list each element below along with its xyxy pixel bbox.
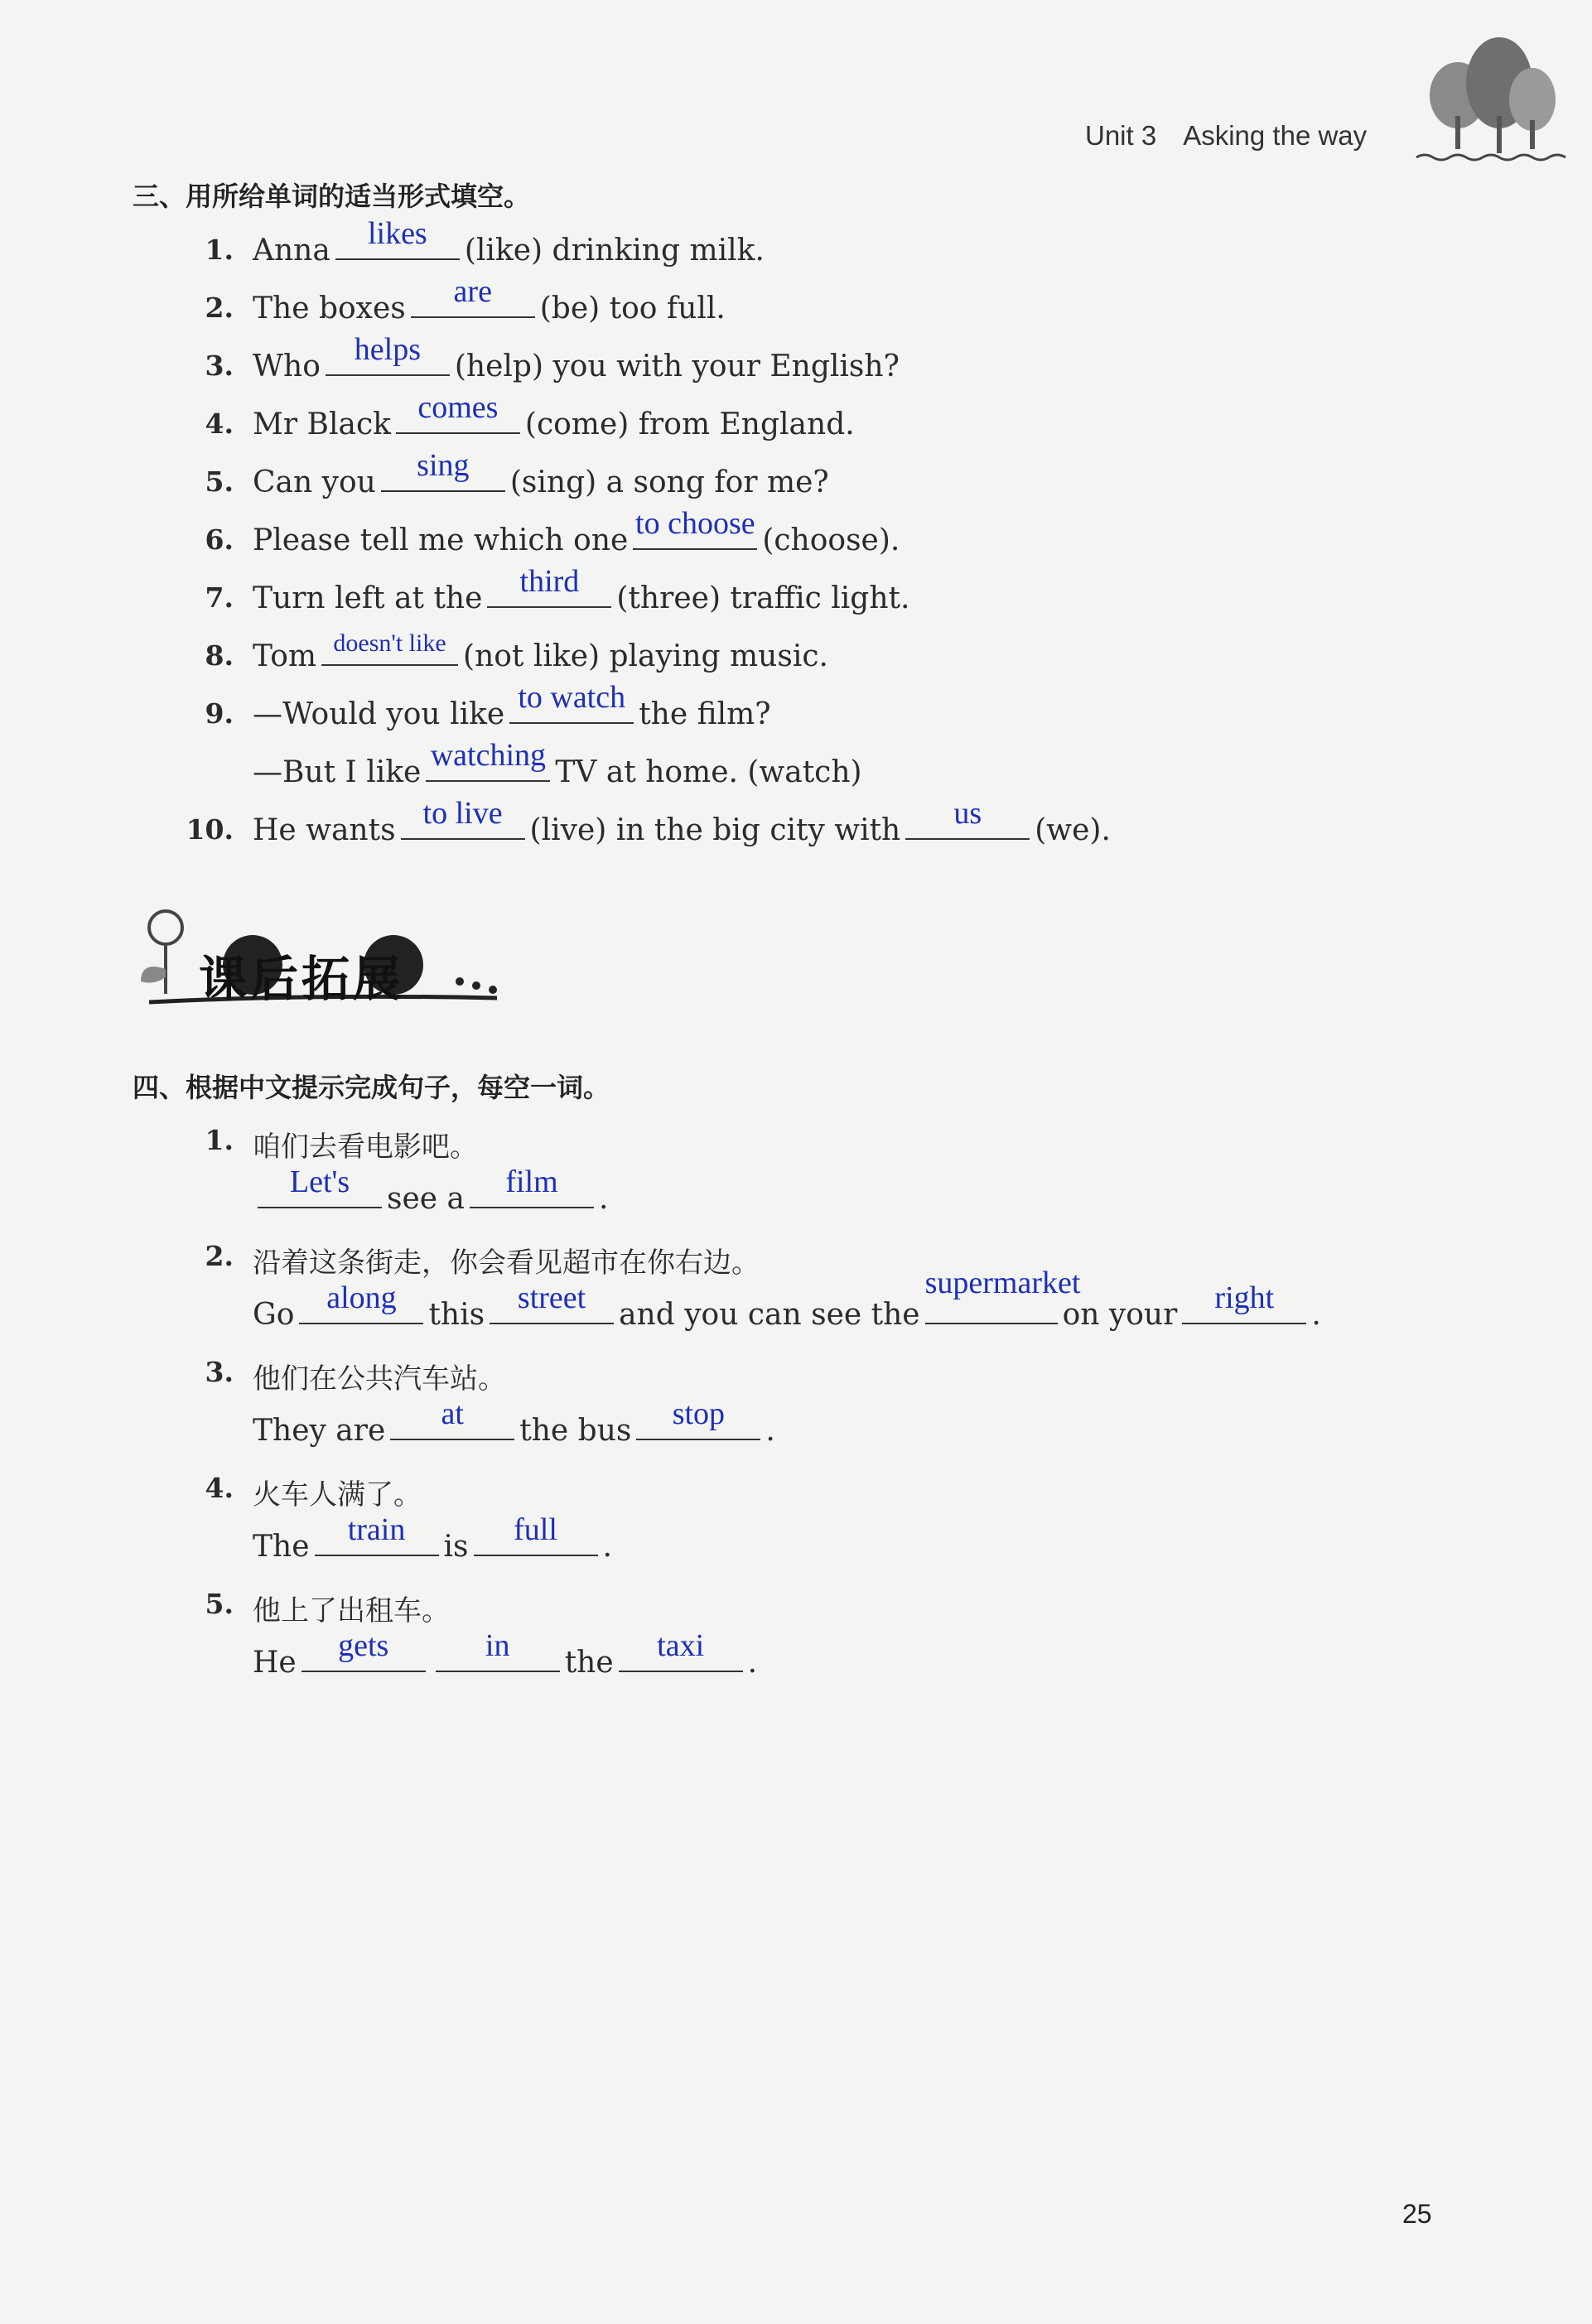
question-number: 2. <box>205 292 234 324</box>
answer-blank[interactable] <box>636 1396 760 1440</box>
question-4 <box>253 390 855 441</box>
sentence-text: . <box>765 1414 775 1448</box>
question-number: 8. <box>205 639 234 672</box>
sentence-text: on your <box>1062 1298 1178 1332</box>
question-text: Anna <box>253 234 330 268</box>
answer-text: comes <box>417 390 499 425</box>
question-text: the film? <box>639 697 771 731</box>
question-text: (choose). <box>762 523 900 557</box>
answer-blank[interactable] <box>1182 1280 1306 1324</box>
question-text: (be) too full. <box>539 292 726 325</box>
answer-text: film <box>505 1164 558 1199</box>
question-10 <box>253 796 1111 847</box>
section-4-title: 四、根据中文提示完成句子，每空一词。 <box>133 1072 610 1103</box>
question-text: Can you <box>253 465 376 499</box>
answer-text: supermarket <box>924 1266 1081 1300</box>
unit-label: Unit 3 <box>1085 120 1157 151</box>
answer-text: likes <box>367 216 427 251</box>
question-number: 7. <box>205 581 234 614</box>
answer-blank[interactable] <box>335 216 460 260</box>
question-text: —Would you like <box>253 697 505 731</box>
question-number: 9. <box>205 697 234 730</box>
answer-blank[interactable] <box>396 390 520 434</box>
question-8 <box>253 629 828 673</box>
sentence-text: and you can see the <box>619 1298 920 1332</box>
answer-blank[interactable] <box>509 680 634 724</box>
chinese-hint: 火车人满了。 <box>253 1478 422 1512</box>
unit-title: Asking the way <box>1183 120 1368 151</box>
question-text: TV at home. (watch) <box>555 755 862 789</box>
answer-blank[interactable] <box>487 564 611 608</box>
answer-text: Let's <box>289 1164 350 1199</box>
question-number: 4. <box>205 407 234 440</box>
answer-text: to live <box>422 796 503 831</box>
answer-text: full <box>514 1512 557 1547</box>
question-text: Tom <box>253 639 317 673</box>
question-text: He wants <box>253 813 396 847</box>
answer-text: along <box>326 1280 397 1315</box>
answer-blank[interactable] <box>474 1512 598 1556</box>
question-5 <box>253 448 829 499</box>
sentence-text: the bus <box>519 1414 632 1448</box>
chinese-hint: 他们在公共汽车站。 <box>253 1362 506 1396</box>
sentence-text: this <box>428 1298 485 1332</box>
answer-blank[interactable] <box>426 738 550 782</box>
answer-blank[interactable] <box>315 1512 439 1556</box>
answer-blank[interactable] <box>299 1280 423 1324</box>
question-text: Please tell me which one <box>253 523 629 557</box>
sentence-text: . <box>747 1646 758 1680</box>
question-text: Who <box>253 350 321 383</box>
answer-blank[interactable] <box>390 1396 514 1440</box>
question-number: 5. <box>205 1588 234 1620</box>
question-number: 1. <box>205 1124 234 1156</box>
answer-text: right <box>1214 1280 1275 1315</box>
answer-text: us <box>953 796 982 831</box>
question-text: —But I like <box>253 755 422 789</box>
answer-text: doesn't like <box>333 629 446 657</box>
answer-text: at <box>441 1396 464 1431</box>
answer-blank[interactable] <box>470 1164 594 1208</box>
question-9b <box>253 738 862 789</box>
sentence-1 <box>253 1164 609 1216</box>
answer-text: stop <box>672 1396 726 1431</box>
question-number: 2. <box>205 1240 234 1272</box>
answer-text: are <box>453 274 492 309</box>
chinese-hint: 他上了出租车。 <box>253 1594 450 1627</box>
question-text: (not like) playing music. <box>463 639 828 673</box>
answer-blank[interactable] <box>258 1164 382 1208</box>
section-3-title: 三、用所给单词的适当形式填空。 <box>133 181 531 212</box>
question-number: 1. <box>205 234 234 266</box>
sentence-text: see a <box>387 1182 465 1216</box>
question-1 <box>253 216 765 268</box>
answer-text: helps <box>354 332 421 367</box>
question-text: Turn left at the <box>253 581 483 615</box>
sentence-text: . <box>602 1530 612 1564</box>
page-header <box>1085 120 1393 152</box>
question-number: 6. <box>205 523 234 556</box>
question-text: (live) in the big city with <box>529 813 901 847</box>
question-9 <box>253 680 771 731</box>
question-text: (come) from England. <box>524 407 855 441</box>
page-number: 25 <box>1402 2199 1432 2229</box>
question-7 <box>253 564 910 615</box>
sentence-text: The <box>253 1530 310 1564</box>
sentence-4 <box>253 1512 612 1564</box>
question-text: (three) traffic light. <box>616 581 910 615</box>
banner-title: 课后拓展 <box>199 951 405 1007</box>
answer-blank[interactable] <box>905 796 1030 840</box>
sentence-text: Go <box>253 1298 295 1332</box>
answer-blank[interactable] <box>619 1628 743 1672</box>
sentence-text: . <box>599 1182 609 1216</box>
question-number: 3. <box>205 350 234 382</box>
question-number: 10. <box>186 813 234 846</box>
sentence-text: . <box>1311 1298 1321 1332</box>
answer-text: watching <box>430 738 547 773</box>
question-text: The boxes <box>253 292 406 325</box>
answer-text: sing <box>417 448 470 483</box>
chinese-hint: 沿着这条街走，你会看见超市在你右边。 <box>253 1246 760 1280</box>
answer-blank[interactable] <box>411 274 535 318</box>
question-text: Mr Black <box>253 407 391 441</box>
question-number: 4. <box>205 1472 234 1504</box>
answer-text: to choose <box>635 506 755 541</box>
answer-text: street <box>517 1280 586 1315</box>
answer-text: gets <box>338 1628 389 1663</box>
question-6 <box>253 506 900 557</box>
question-text: (like) drinking milk. <box>464 234 765 268</box>
question-number: 5. <box>205 465 234 498</box>
sentence-2 <box>253 1266 1321 1332</box>
question-number: 3. <box>205 1356 234 1388</box>
sentence-3 <box>253 1396 775 1448</box>
answer-text: in <box>485 1628 510 1663</box>
answer-text: taxi <box>657 1628 705 1663</box>
answer-blank[interactable] <box>401 796 525 840</box>
answer-blank[interactable] <box>633 506 757 550</box>
question-3 <box>253 332 900 383</box>
answer-blank[interactable] <box>924 1266 1081 1324</box>
question-text: (we). <box>1035 813 1111 847</box>
sentence-5 <box>253 1628 758 1680</box>
sentence-text: They are <box>253 1414 386 1448</box>
sentence-text: is <box>443 1530 469 1564</box>
sentence-text: the <box>564 1646 614 1680</box>
answer-blank[interactable] <box>381 448 505 492</box>
question-text: (sing) a song for me? <box>509 465 829 499</box>
answer-blank[interactable] <box>490 1280 614 1324</box>
answer-blank[interactable] <box>321 629 458 666</box>
sentence-text: He <box>253 1646 297 1680</box>
trees-icon <box>1408 25 1574 166</box>
question-2 <box>253 274 726 325</box>
chinese-hint: 咱们去看电影吧。 <box>253 1131 478 1164</box>
answer-blank[interactable] <box>436 1628 560 1672</box>
answer-text: to watch <box>518 680 626 715</box>
answer-blank[interactable] <box>326 332 450 376</box>
question-text: (help) you with your English? <box>454 350 900 383</box>
answer-text: train <box>347 1512 406 1547</box>
answer-blank[interactable] <box>302 1628 426 1672</box>
answer-text: third <box>519 564 580 599</box>
